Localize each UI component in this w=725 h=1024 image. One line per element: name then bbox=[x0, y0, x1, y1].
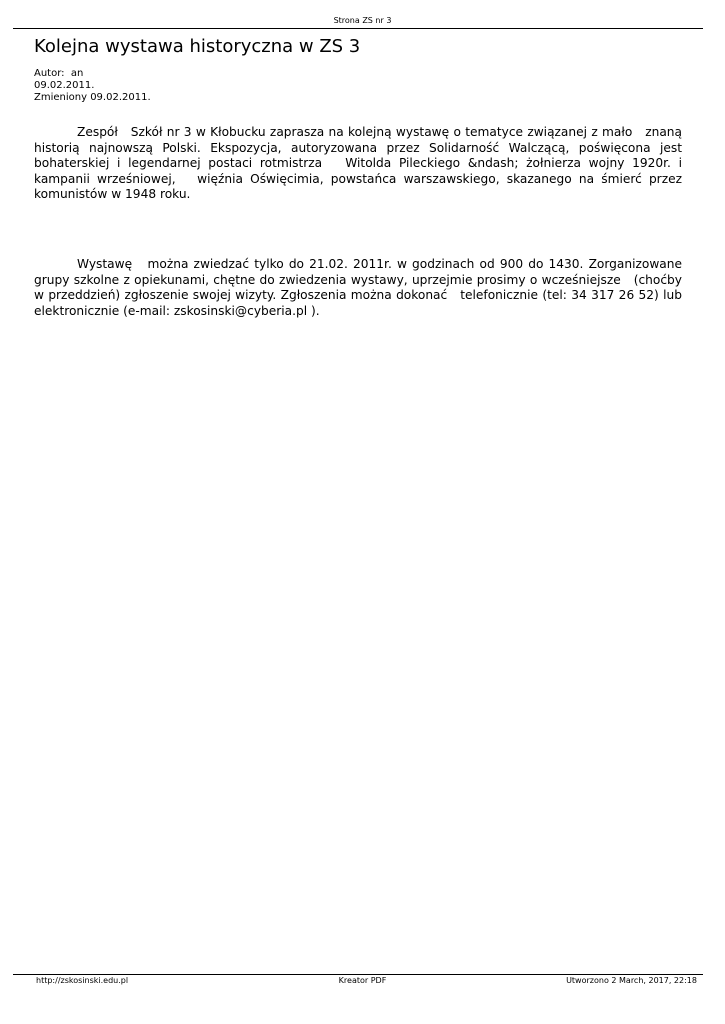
footer-generator: Kreator PDF bbox=[338, 976, 387, 985]
header-divider bbox=[13, 28, 703, 29]
article-title: Kolejna wystawa historyczna w ZS 3 bbox=[34, 36, 361, 57]
page-header: Strona ZS nr 3 bbox=[333, 16, 392, 25]
article-paragraph-1: Zespół Szkół nr 3 w Kłobucku zaprasza na kolejną wystawę o tematyce związanej z mało znaną historią najnowszą Polski. Ekspozycja, autoryzowana przez Solidarność Walczącą, poświęcona jest bohaterskiej i legendarnej postaci rotmistrza Witolda Pileckiego &ndash; żołnierza wojny 1920r. i kampanii wrześniowej, więźnia Oświęcimia, powstańca warszawskiego, skazanego na śmierć przez komunistów w 1948 roku. bbox=[34, 125, 686, 201]
author-line: Autor: an bbox=[34, 68, 84, 79]
article-paragraph-2: Wystawę można zwiedzać tylko do 21.02. 2011r. w godzinach od 900 do 1430. Zorganizowane grupy szkolne z opiekunami, chętne do zwiedzenia wystawy, uprzejmie prosimy o wcześniejsze (choćby w przeddzień) zgłoszenie swojej wizyty. Zgłoszenia można dokonać telefonicznie (tel: 34 317 26 52) lub elektronicznie (e-mail: zskosinski@cyberia.pl ). bbox=[34, 257, 694, 318]
footer-divider bbox=[13, 974, 703, 975]
article-meta bbox=[34, 68, 151, 104]
footer-url: http://zskosinski.edu.pl bbox=[36, 976, 129, 985]
footer-created: Utworzono 2 March, 2017, 22:18 bbox=[566, 976, 697, 985]
publish-date: 09.02.2011. bbox=[34, 80, 95, 91]
modified-date: Zmieniony 09.02.2011. bbox=[34, 92, 151, 103]
